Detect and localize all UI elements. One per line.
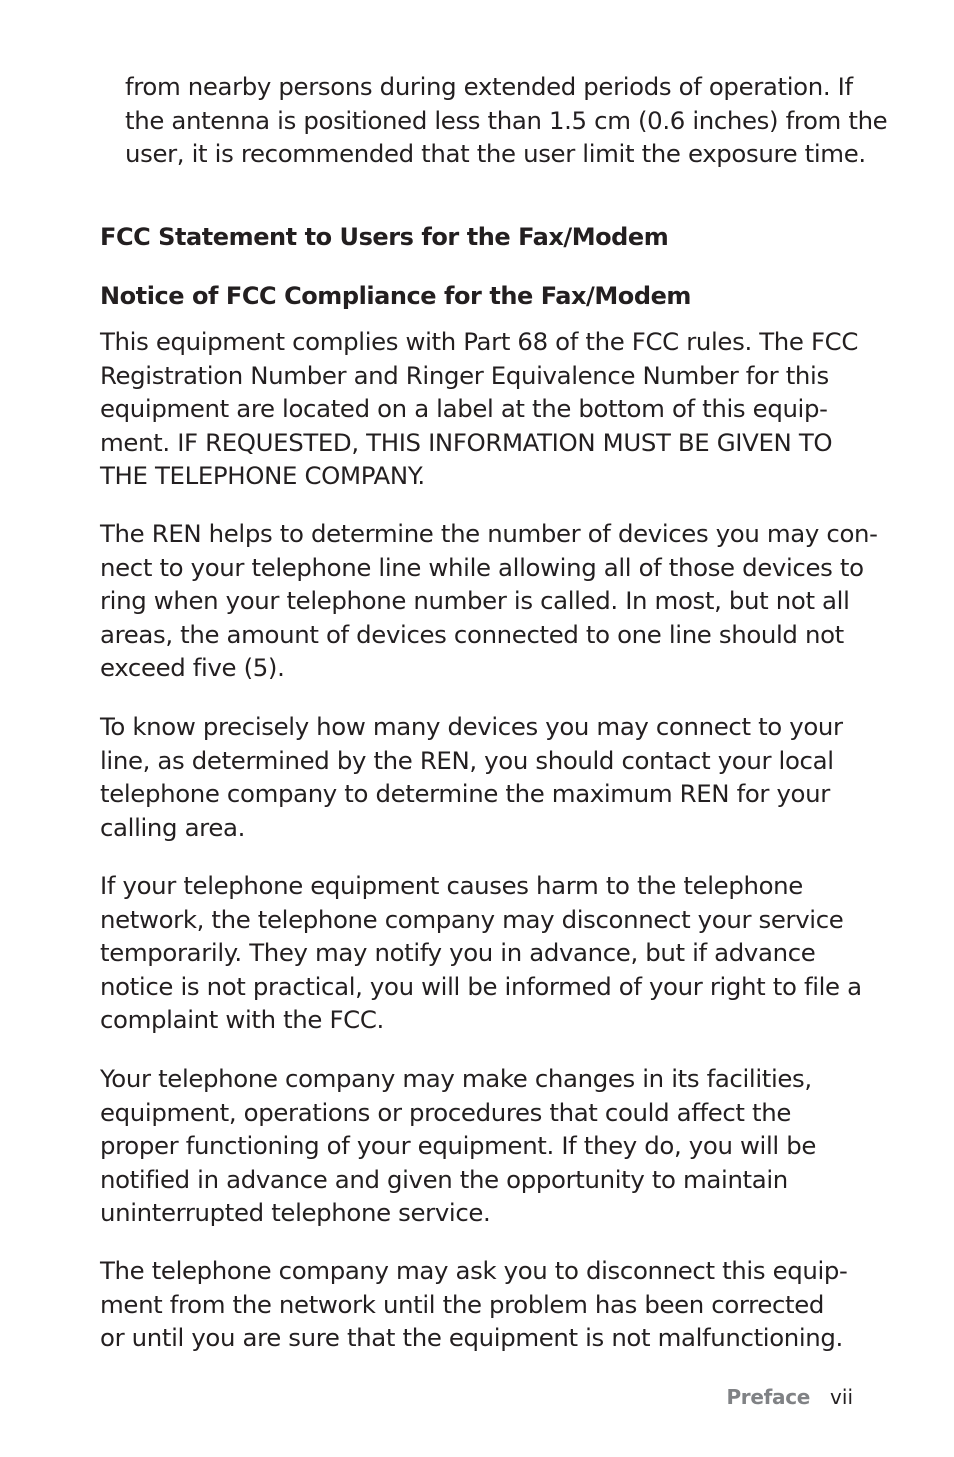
- paragraph-line: areas, the amount of devices connected to one line should not: [100, 619, 844, 649]
- paragraph-line: Registration Number and Ringer Equivalence Number for this: [100, 360, 829, 390]
- paragraph-disconnect: [100, 1254, 860, 1355]
- paragraph-line: telephone company to determine the maximum REN for your: [100, 779, 830, 809]
- paragraph-line: ment. IF REQUESTED, THIS INFORMATION MUST BE GIVEN TO: [100, 427, 833, 457]
- paragraph-line: exceed five (5).: [100, 653, 285, 683]
- paragraph-fcc-part-68: [100, 325, 860, 493]
- paragraph-network-harm: [100, 869, 860, 1037]
- paragraph-line: THE TELEPHONE COMPANY.: [100, 461, 425, 491]
- paragraph-line: This equipment complies with Part 68 of the FCC rules. The FCC: [100, 327, 859, 356]
- paragraph-line: or until you are sure that the equipment is not malfunctioning.: [100, 1323, 843, 1353]
- paragraph-line: notified in advance and given the opportunity to maintain: [100, 1164, 788, 1194]
- paragraph-line: the antenna is positioned less than 1.5 cm (0.6 inches) from the: [125, 105, 888, 135]
- page-footer: [726, 1384, 853, 1410]
- paragraph-line: The REN helps to determine the number of devices you may con-: [100, 519, 878, 548]
- intro-paragraph: [125, 70, 888, 171]
- paragraph-line: network, the telephone company may disconnect your service: [100, 904, 844, 934]
- paragraph-ren-explanation: [100, 517, 878, 685]
- subsection-heading: Notice of FCC Compliance for the Fax/Modem: [100, 282, 691, 310]
- paragraph-ren-contact: [100, 710, 860, 844]
- paragraph-line: temporarily. They may notify you in advance, but if advance: [100, 938, 816, 968]
- paragraph-line: If your telephone equipment causes harm to the telephone: [100, 871, 803, 900]
- page-number: vii: [830, 1385, 853, 1409]
- paragraph-line: equipment are located on a label at the bottom of this equip-: [100, 394, 828, 424]
- footer-section-label: Preface: [726, 1385, 811, 1409]
- paragraph-line: proper functioning of your equipment. If they do, you will be: [100, 1131, 817, 1161]
- paragraph-company-changes: [100, 1062, 860, 1230]
- paragraph-line: ring when your telephone number is called. In most, but not all: [100, 586, 850, 616]
- paragraph-line: notice is not practical, you will be informed of your right to file a: [100, 971, 862, 1001]
- paragraph-line: user, it is recommended that the user limit the exposure time.: [125, 139, 866, 169]
- paragraph-line: complaint with the FCC.: [100, 1005, 384, 1035]
- paragraph-line: equipment, operations or procedures that could affect the: [100, 1097, 791, 1127]
- paragraph-line: Your telephone company may make changes in its facilities,: [100, 1064, 812, 1093]
- paragraph-line: calling area.: [100, 812, 245, 842]
- paragraph-line: uninterrupted telephone service.: [100, 1198, 491, 1228]
- paragraph-line: To know precisely how many devices you may connect to your: [100, 712, 843, 741]
- paragraph-line: nect to your telephone line while allowing all of those devices to: [100, 552, 864, 582]
- paragraph-line: line, as determined by the REN, you should contact your local: [100, 745, 834, 775]
- paragraph-line: The telephone company may ask you to disconnect this equip-: [100, 1256, 848, 1285]
- paragraph-line: from nearby persons during extended periods of operation. If: [125, 72, 853, 101]
- paragraph-line: ment from the network until the problem has been corrected: [100, 1289, 825, 1319]
- section-heading: FCC Statement to Users for the Fax/Modem: [100, 223, 669, 251]
